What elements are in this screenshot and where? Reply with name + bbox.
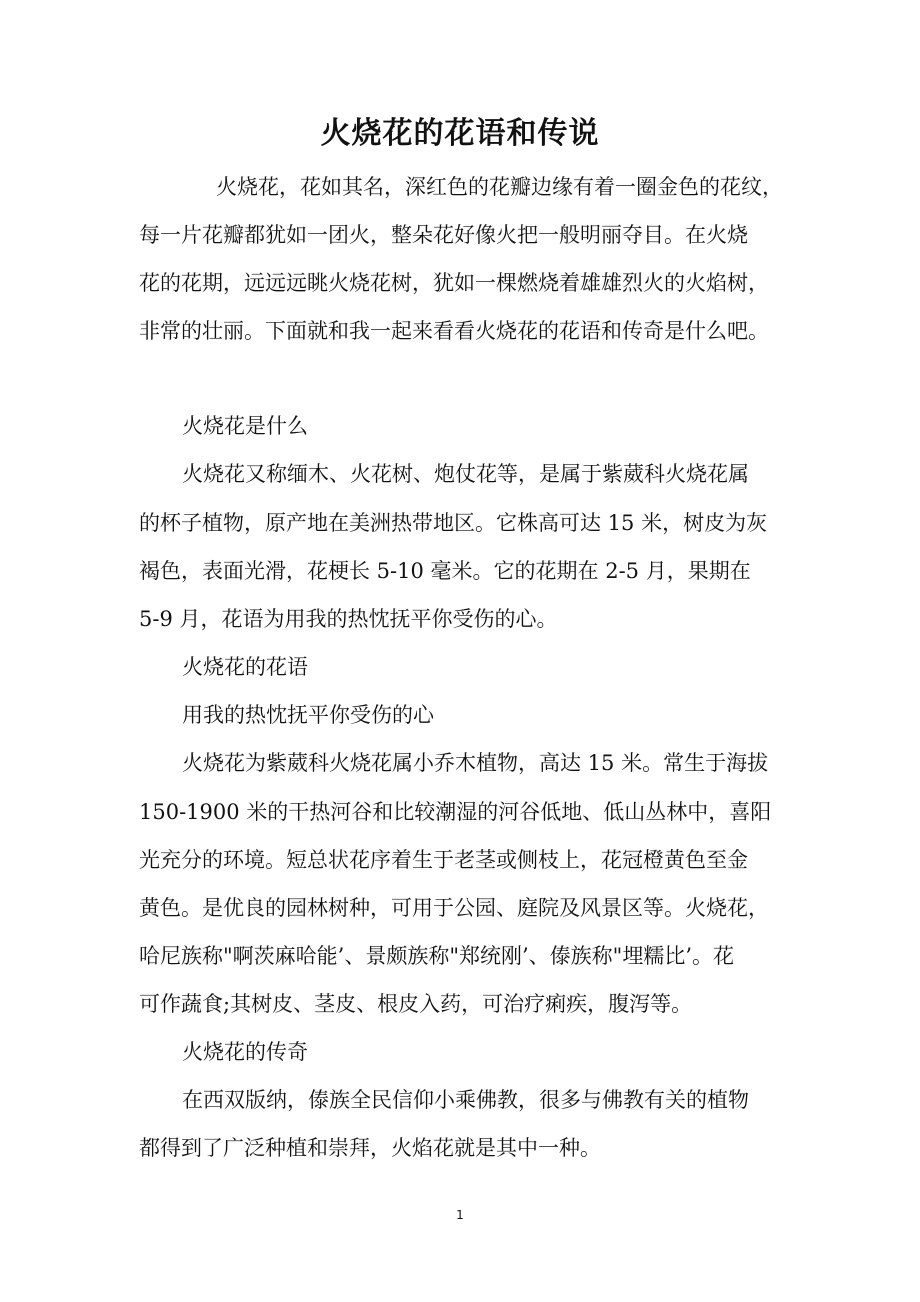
- intro-line: 每一片花瓣都犹如一团火，整朵花好像火把一般明丽夺目。在火烧: [139, 223, 748, 247]
- intro-line: 非常的壮丽。下面就和我一起来看看火烧花的花语和传奇是什么吧。: [139, 319, 769, 343]
- intro-line: 花的花期，远远远眺火烧花树，犹如一棵燃烧着雄雄烈火的火焰树，: [139, 271, 769, 295]
- body-line: 150-1900 米的干热河谷和比较潮湿的河谷低地、低山丛林中，喜阳: [139, 800, 772, 824]
- body-line: 火烧花为紫葳科火烧花属小乔木植物，高达 15 米。常生于海拔: [182, 751, 769, 775]
- section-subheading: 用我的热忱抚平你受伤的心: [182, 703, 434, 727]
- body-line: 黄色。是优良的园林树种，可用于公园、庭院及风景区等。火烧花，: [139, 896, 769, 920]
- body-line: 5-9 月，花语为用我的热忱抚平你受伤的心。: [139, 607, 558, 631]
- body-line: 光充分的环境。短总状花序着生于老茎或侧枝上，花冠橙黄色至金: [139, 848, 748, 872]
- document-title: 火烧花的花语和传说: [320, 116, 600, 151]
- body-line: 的杯子植物，原产地在美洲热带地区。它株高可达 15 米，树皮为灰: [139, 511, 768, 535]
- body-line: 在西双版纳，傣族全民信仰小乘佛教，很多与佛教有关的植物: [182, 1088, 749, 1112]
- body-line: 都得到了广泛种植和崇拜，火焰花就是其中一种。: [139, 1136, 601, 1160]
- section-heading: 火烧花的花语: [182, 655, 308, 679]
- intro-line: 火烧花，花如其名，深红色的花瓣边缘有着一圈金色的花纹，: [216, 175, 783, 199]
- body-line: 火烧花又称缅木、火花树、炮仗花等，是属于紫葳科火烧花属: [182, 462, 749, 486]
- body-line: 褐色，表面光滑，花梗长 5-10 毫米。它的花期在 2-5 月，果期在: [139, 559, 751, 583]
- section-heading: 火烧花的传奇: [182, 1040, 308, 1064]
- section-heading: 火烧花是什么: [182, 414, 308, 438]
- page-number: 1: [456, 1208, 464, 1222]
- body-line: 可作蔬食;其树皮、茎皮、根皮入药，可治疗痢疾，腹泻等。: [139, 992, 693, 1016]
- body-line: 哈尼族称"啊茨麻哈能’、景颇族称"郑统刚’、傣族称"埋糯比’。花: [139, 944, 735, 968]
